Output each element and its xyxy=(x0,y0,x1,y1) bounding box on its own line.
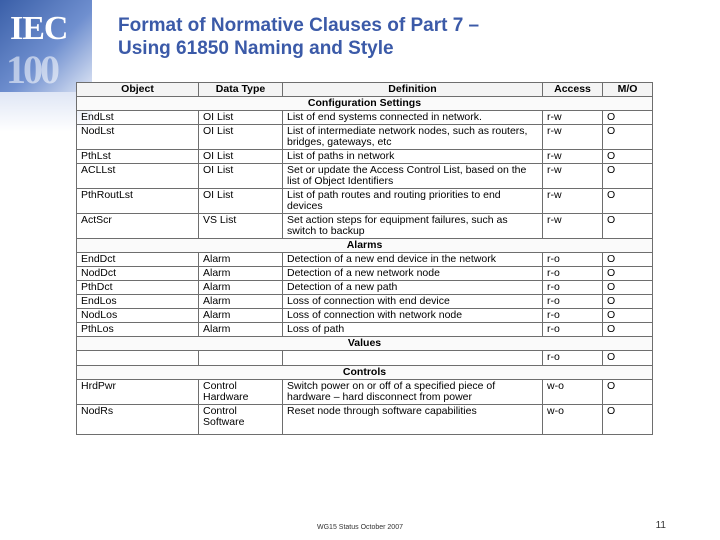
section-title: Alarms xyxy=(77,239,653,253)
table-row xyxy=(77,253,653,267)
table-row xyxy=(77,309,653,323)
cell-access: r-o xyxy=(543,281,603,295)
table-row xyxy=(77,125,653,150)
cell-definition: Switch power on or off of a specified piece of hardware – hard disconnect from power xyxy=(283,380,543,405)
table-row xyxy=(77,150,653,164)
cell-definition: Loss of path xyxy=(283,323,543,337)
cell-definition xyxy=(283,351,543,366)
cell-object: PthRoutLst xyxy=(77,189,199,214)
cell-access: r-o xyxy=(543,309,603,323)
cell-object: NodLst xyxy=(77,125,199,150)
cell-access: r-w xyxy=(543,150,603,164)
iec-logo xyxy=(0,0,92,92)
page-number: 11 xyxy=(655,520,666,531)
cell-data-type: Alarm xyxy=(199,309,283,323)
cell-access: r-w xyxy=(543,111,603,125)
cell-mo: O xyxy=(603,380,653,405)
cell-definition: Detection of a new end device in the network xyxy=(283,253,543,267)
header-data-type: Data Type xyxy=(199,83,283,97)
cell-object: EndDct xyxy=(77,253,199,267)
cell-data-type: OI List xyxy=(199,125,283,150)
cell-definition: Detection of a new path xyxy=(283,281,543,295)
section-title: Controls xyxy=(77,366,653,380)
header-access: Access xyxy=(543,83,603,97)
cell-mo: O xyxy=(603,281,653,295)
table-row xyxy=(77,351,653,366)
header-mo: M/O xyxy=(603,83,653,97)
cell-access: w-o xyxy=(543,405,603,435)
cell-access: r-o xyxy=(543,323,603,337)
table-body xyxy=(77,97,653,435)
table-row xyxy=(77,295,653,309)
cell-object: ACLLst xyxy=(77,164,199,189)
cell-object: PthDct xyxy=(77,281,199,295)
cell-definition: List of end systems connected in network. xyxy=(283,111,543,125)
table-row xyxy=(77,267,653,281)
cell-mo: O xyxy=(603,214,653,239)
cell-object: PthLst xyxy=(77,150,199,164)
cell-data-type: OI List xyxy=(199,189,283,214)
cell-object: EndLst xyxy=(77,111,199,125)
cell-access: r-w xyxy=(543,164,603,189)
table-row xyxy=(77,189,653,214)
cell-access: r-w xyxy=(543,125,603,150)
iec-logo-text: IEC xyxy=(10,10,68,47)
cell-data-type: Alarm xyxy=(199,295,283,309)
cell-mo: O xyxy=(603,189,653,214)
cell-definition: Loss of connection with end device xyxy=(283,295,543,309)
cell-mo: O xyxy=(603,267,653,281)
header-definition: Definition xyxy=(283,83,543,97)
section-row xyxy=(77,337,653,351)
cell-data-type: OI List xyxy=(199,150,283,164)
cell-definition: List of intermediate network nodes, such as routers, bridges, gateways, etc xyxy=(283,125,543,150)
cell-definition: Loss of connection with network node xyxy=(283,309,543,323)
cell-mo: O xyxy=(603,351,653,366)
cell-object: NodDct xyxy=(77,267,199,281)
cell-definition: List of path routes and routing priorities to end devices xyxy=(283,189,543,214)
section-row xyxy=(77,97,653,111)
table-row xyxy=(77,281,653,295)
cell-data-type xyxy=(199,351,283,366)
slide-title-line-1: Format of Normative Clauses of Part 7 – xyxy=(118,15,480,36)
cell-mo: O xyxy=(603,405,653,435)
cell-definition: List of paths in network xyxy=(283,150,543,164)
table-row xyxy=(77,164,653,189)
cell-definition: Set or update the Access Control List, based on the list of Object Identifiers xyxy=(283,164,543,189)
cell-mo: O xyxy=(603,295,653,309)
cell-access: w-o xyxy=(543,380,603,405)
table-row xyxy=(77,405,653,435)
table-header-row xyxy=(77,83,653,97)
cell-data-type: Alarm xyxy=(199,253,283,267)
cell-mo: O xyxy=(603,150,653,164)
cell-access: r-o xyxy=(543,253,603,267)
cell-data-type: Alarm xyxy=(199,267,283,281)
cell-access: r-o xyxy=(543,351,603,366)
cell-mo: O xyxy=(603,253,653,267)
slide-title-line-2: Using 61850 Naming and Style xyxy=(118,38,394,59)
cell-object: HrdPwr xyxy=(77,380,199,405)
cell-data-type: OI List xyxy=(199,164,283,189)
section-title: Values xyxy=(77,337,653,351)
normative-clauses-table xyxy=(76,82,653,435)
header-object: Object xyxy=(77,83,199,97)
cell-definition: Reset node through software capabilities xyxy=(283,405,543,435)
table-row xyxy=(77,323,653,337)
table-row xyxy=(77,380,653,405)
cell-data-type: Control Software xyxy=(199,405,283,435)
cell-data-type: Alarm xyxy=(199,281,283,295)
cell-object xyxy=(77,351,199,366)
cell-object: NodLos xyxy=(77,309,199,323)
cell-mo: O xyxy=(603,309,653,323)
normative-clauses-table-wrapper xyxy=(76,82,652,435)
cell-mo: O xyxy=(603,164,653,189)
cell-access: r-o xyxy=(543,295,603,309)
cell-object: PthLos xyxy=(77,323,199,337)
cell-object: ActScr xyxy=(77,214,199,239)
table-row xyxy=(77,111,653,125)
cell-data-type: VS List xyxy=(199,214,283,239)
cell-access: r-w xyxy=(543,189,603,214)
cell-object: NodRs xyxy=(77,405,199,435)
cell-data-type: Control Hardware xyxy=(199,380,283,405)
cell-data-type: Alarm xyxy=(199,323,283,337)
cell-object: EndLos xyxy=(77,295,199,309)
cell-definition: Detection of a new network node xyxy=(283,267,543,281)
section-row xyxy=(77,366,653,380)
footer-text: WG15 Status October 2007 xyxy=(317,524,403,531)
cell-mo: O xyxy=(603,323,653,337)
cell-definition: Set action steps for equipment failures, such as switch to backup xyxy=(283,214,543,239)
cell-access: r-o xyxy=(543,267,603,281)
cell-mo: O xyxy=(603,125,653,150)
iec-anniversary-mark: 100 xyxy=(6,47,57,92)
cell-data-type: OI List xyxy=(199,111,283,125)
section-row xyxy=(77,239,653,253)
section-title: Configuration Settings xyxy=(77,97,653,111)
cell-mo: O xyxy=(603,111,653,125)
table-row xyxy=(77,214,653,239)
slide-title xyxy=(118,14,678,60)
cell-access: r-w xyxy=(543,214,603,239)
